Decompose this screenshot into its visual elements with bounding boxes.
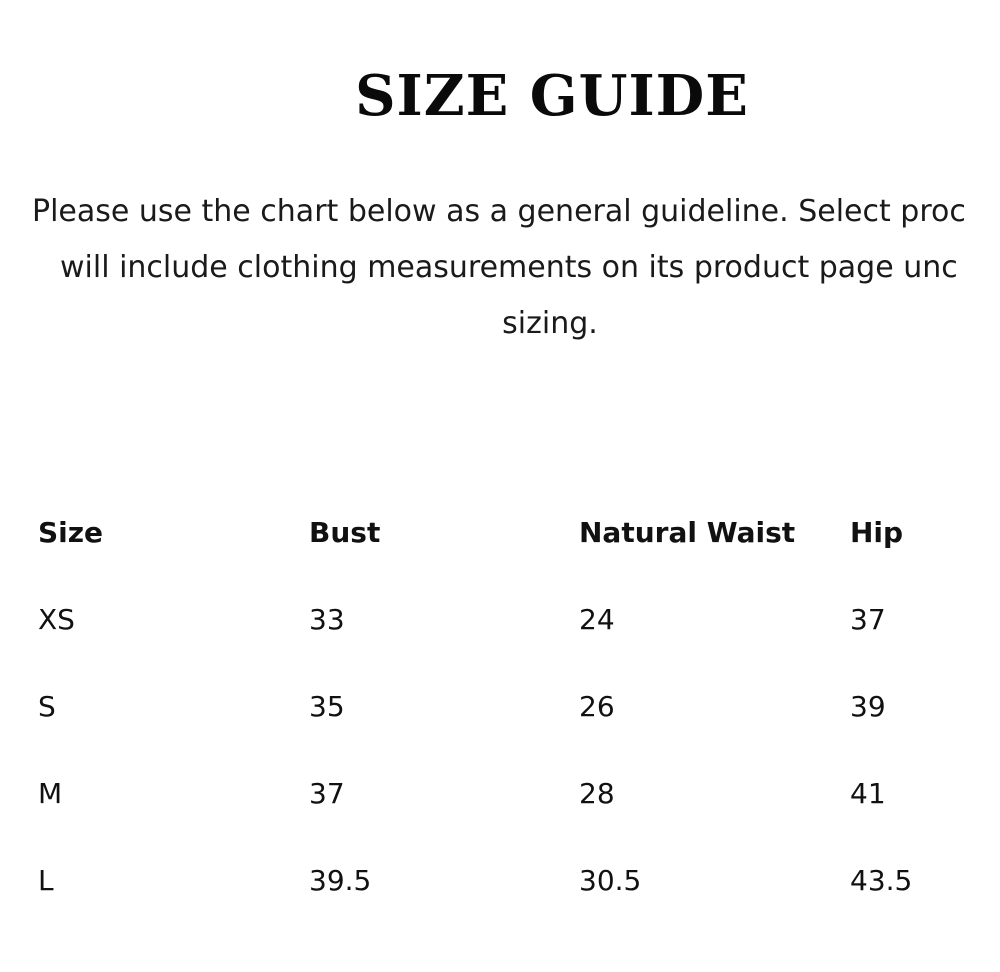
cell-bust: 37: [309, 777, 345, 810]
page-title: SIZE GUIDE: [355, 62, 749, 129]
intro-text: [0, 184, 1000, 354]
column-header-natural-waist: Natural Waist: [579, 515, 796, 549]
cell-hip: 37: [850, 603, 886, 636]
cell-hip: 43.5: [850, 864, 913, 897]
intro-line: sizing.: [502, 306, 598, 341]
column-header-hip: Hip: [850, 515, 904, 549]
table-row: [38, 750, 1000, 837]
cell-hip: 41: [850, 777, 886, 810]
cell-hip: 39: [850, 690, 886, 723]
table-row: [38, 576, 1000, 663]
cell-bust: 39.5: [309, 864, 372, 897]
cell-size: XS: [38, 603, 75, 636]
cell-natural-waist: 30.5: [579, 864, 642, 897]
table-row: [38, 837, 1000, 924]
intro-line: will include clothing measurements on its product page unc: [60, 250, 958, 285]
cell-size: L: [38, 864, 54, 897]
cell-bust: 35: [309, 690, 345, 723]
cell-natural-waist: 26: [579, 690, 615, 723]
cell-bust: 33: [309, 603, 345, 636]
cell-natural-waist: 24: [579, 603, 615, 636]
cell-size: M: [38, 777, 63, 810]
intro-line: Please use the chart below as a general guideline. Select proc: [32, 194, 966, 229]
cell-natural-waist: 28: [579, 777, 615, 810]
table-row: [38, 663, 1000, 750]
column-header-size: Size: [38, 515, 104, 549]
cell-size: S: [38, 690, 56, 723]
table-header-row: [38, 488, 1000, 576]
size-chart-table: [38, 488, 1000, 924]
column-header-bust: Bust: [309, 515, 381, 549]
